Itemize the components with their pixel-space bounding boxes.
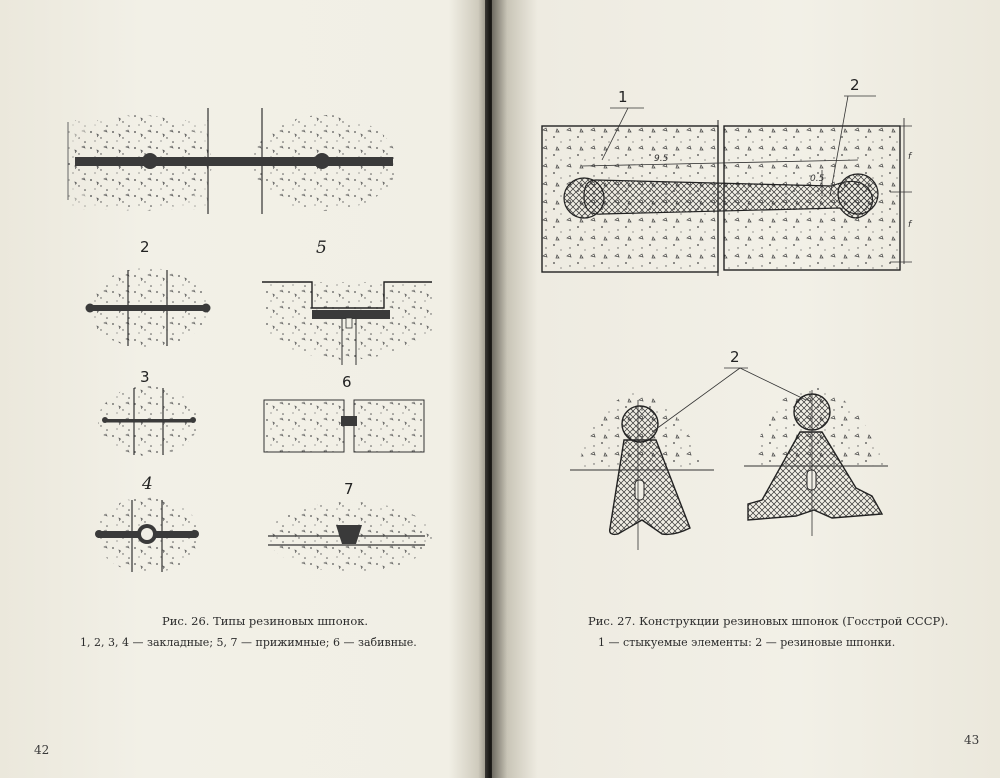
left-page xyxy=(0,0,488,778)
waterstop-type-3 xyxy=(98,386,198,456)
figure-label-4: 4 xyxy=(142,474,153,494)
figure-label-5: 5 xyxy=(316,238,327,258)
figure-26-caption-title: Рис. 26. Типы резиновых шпонок. xyxy=(162,614,369,628)
right-page xyxy=(492,0,1000,778)
dimension-label-thickness: 0.5 xyxy=(810,174,825,184)
dimension-label-f-top: f xyxy=(908,152,912,162)
figure-26-caption-body: 1, 2, 3, 4 — закладные; 5, 7 — прижимные; 6 — забивные. xyxy=(80,636,417,649)
figure-label-3: 3 xyxy=(140,368,150,386)
figure-label-7: 7 xyxy=(344,480,354,498)
figure-27-caption-body: 1 — стыкуемые элементы: 2 — резиновые шпонки. xyxy=(598,636,896,649)
waterstop-type-2 xyxy=(86,268,211,348)
page-number-left: 42 xyxy=(34,743,50,757)
figure-label-2-bottom: 2 xyxy=(730,348,740,366)
figure-26-drawings xyxy=(0,0,488,778)
dimension-label-f-bottom: f xyxy=(908,220,912,230)
waterstop-type-5 xyxy=(262,282,432,365)
figure-label-2: 2 xyxy=(140,238,150,256)
figure-27-drawings xyxy=(492,0,1000,778)
waterstop-type-1 xyxy=(68,108,397,214)
waterstop-type-4 xyxy=(95,497,200,573)
waterstop-type-6 xyxy=(264,400,424,452)
figure-label-6: 6 xyxy=(342,373,352,391)
waterstop-type-7 xyxy=(268,502,432,572)
figure-27-caption-title: Рис. 27. Конструкции резиновых шпонок (Госстрой СССР). xyxy=(588,614,949,628)
dimension-label-length: 9.5 xyxy=(654,154,669,164)
waterstop-section xyxy=(542,96,912,276)
page-number-right: 43 xyxy=(964,733,980,747)
figure-label-2-top: 2 xyxy=(850,76,860,94)
waterstop-profiles xyxy=(570,368,888,550)
figure-label-1: 1 xyxy=(618,88,628,106)
